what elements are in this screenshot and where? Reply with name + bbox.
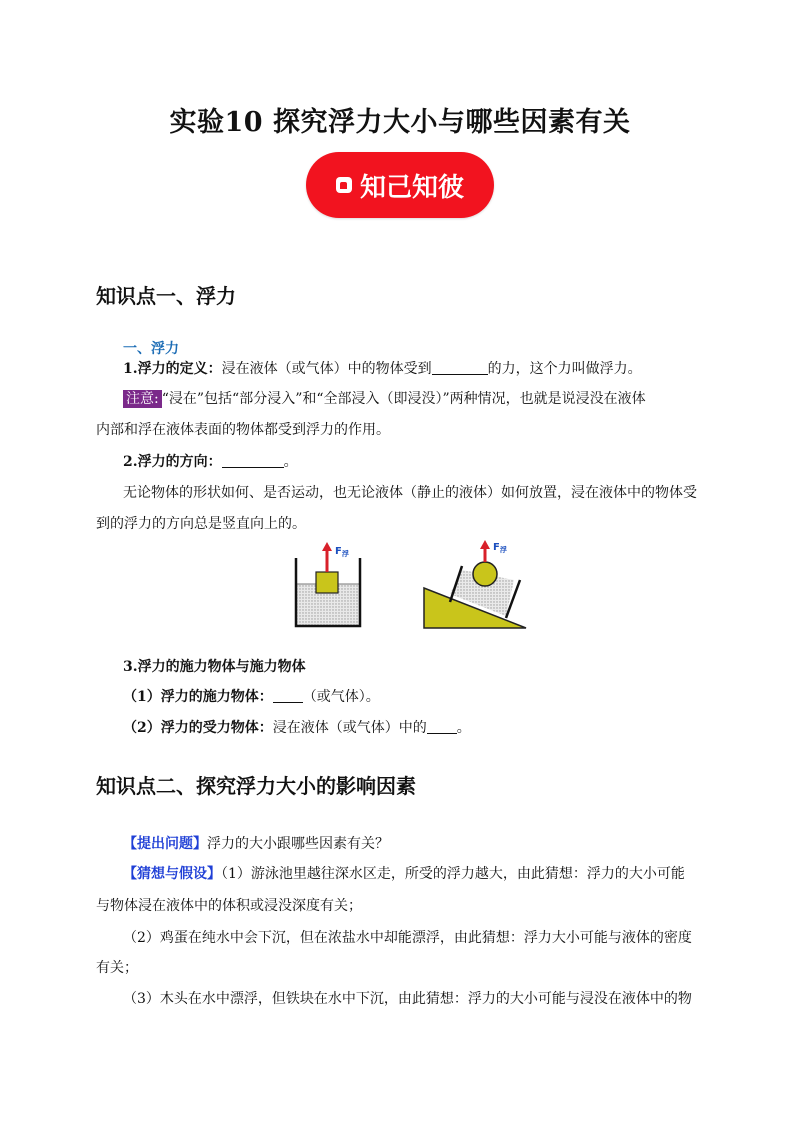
- section-badge: [306, 152, 494, 218]
- definition-text-a: 浸在液体（或气体）中的物体受到: [221, 361, 432, 377]
- subheading-buoyancy: 一、浮力: [123, 341, 179, 357]
- force-label-2: $F_浮$: [493, 542, 507, 554]
- blank-2: [222, 453, 284, 468]
- note-line-1: [123, 389, 733, 409]
- tilted-container-figure: [418, 532, 528, 632]
- note-text-1: “浸在”包括“部分浸入”和“全部浸入（即浸没）”两种情况，也就是说浸没在液体: [161, 391, 646, 407]
- force-label-1: $F_浮$: [335, 546, 349, 558]
- heading-knowledge-2: 知识点二、探究浮力大小的影响因素: [96, 774, 416, 798]
- item3-2-label: （2）浮力的受力物体：: [123, 720, 273, 736]
- page-title: 实验10 探究浮力大小与哪些因素有关: [169, 107, 631, 138]
- definition-line: [123, 359, 733, 379]
- hypothesis-line-2: 与物体浸在液体中的体积或浸没深度有关；: [96, 898, 362, 914]
- direction-suffix: 。: [283, 454, 298, 470]
- hypothesis2-line-1: （2）鸡蛋在纯水中会下沉，但在浓盐水中却能漂浮，由此猜想：浮力大小可能与液体的密度: [123, 930, 692, 946]
- hypothesis2-line-2: 有关；: [96, 960, 138, 976]
- heading-knowledge-1: 知识点一、浮力: [96, 284, 236, 308]
- note-label: 注意:: [123, 390, 162, 408]
- home-icon: [336, 177, 352, 193]
- note-line-2: 内部和浮在液体表面的物体都受到浮力的作用。: [96, 422, 390, 438]
- direction-text-1: 无论物体的形状如何、是否运动，也无论液体（静止的液体）如何放置，浸在液体中的物体受: [123, 485, 697, 501]
- badge-label: 知己知彼: [359, 172, 464, 203]
- item3-1-label: （1）浮力的施力物体：: [123, 689, 273, 705]
- definition-text-b: 的力，这个力叫做浮力。: [487, 361, 642, 377]
- hypothesis3-line-1: （3）木头在水中漂浮，但铁块在水中下沉，由此猜想：浮力的大小可能与浸没在液体中的物: [123, 991, 692, 1007]
- hypothesis-text-1: （1）游泳池里越往深水区走，所受的浮力越大，由此猜想：浮力的大小可能: [221, 866, 685, 882]
- item3-1-text: （或气体）。: [302, 689, 380, 705]
- hypothesis-line-1: [123, 864, 733, 884]
- blank-3: [273, 688, 303, 703]
- beaker-figure: [290, 540, 370, 632]
- item3-heading: 3.浮力的施力物体与施力物体: [123, 659, 306, 675]
- blank-1: [432, 360, 488, 375]
- blank-4: [427, 719, 457, 734]
- question-text: 浮力的大小跟哪些因素有关？: [207, 836, 389, 852]
- direction-text-2: 到的浮力的方向总是竖直向上的。: [96, 516, 306, 532]
- question-line: [123, 834, 733, 854]
- item3-2-line: [123, 718, 733, 738]
- question-label: 【提出问题】: [123, 836, 207, 852]
- hypothesis-label: 【猜想与假设】: [123, 866, 221, 882]
- item3-2-text-a: 浸在液体（或气体）中的: [272, 720, 427, 736]
- direction-label: 2.浮力的方向：: [123, 454, 222, 470]
- item3-1-line: [123, 687, 733, 707]
- definition-label: 1.浮力的定义：: [123, 361, 222, 377]
- item3-2-text-b: 。: [456, 720, 471, 736]
- direction-line: [123, 452, 733, 472]
